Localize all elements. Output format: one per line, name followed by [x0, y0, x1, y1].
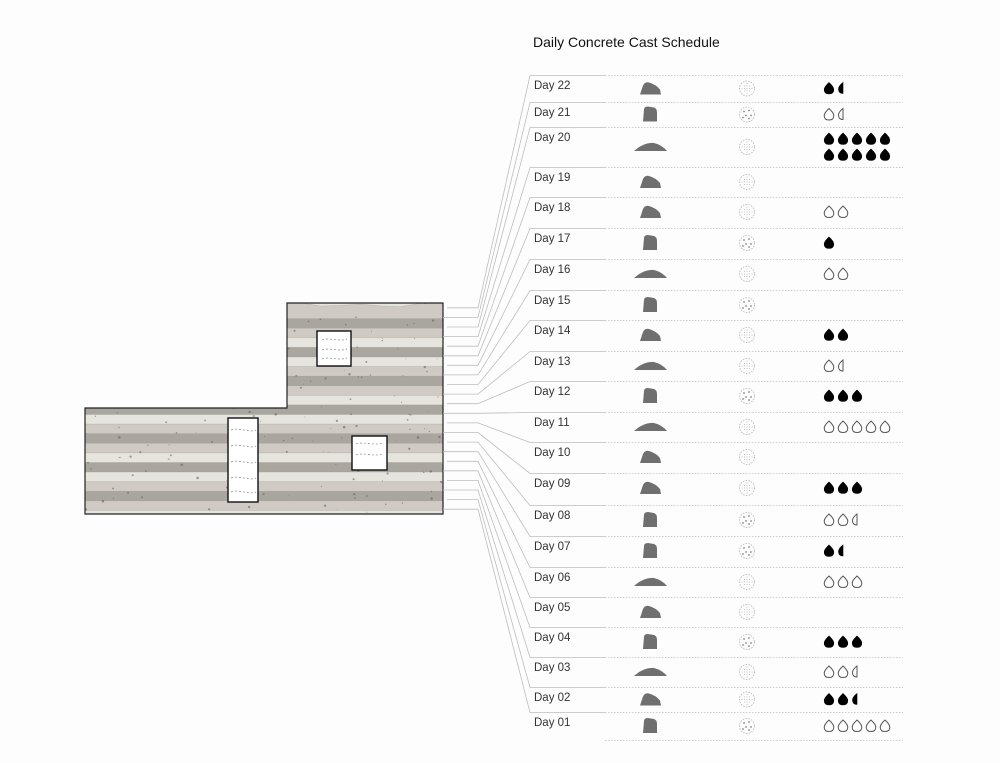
cast-profile-icon	[634, 423, 667, 431]
cast-profile-icon	[640, 176, 661, 188]
water-drop-filled-icon	[838, 636, 848, 648]
water-drop-filled-icon	[853, 694, 858, 705]
day-label: Day 14	[534, 325, 571, 337]
coarse-aggregate-icon	[740, 513, 755, 528]
leader-line	[443, 433, 605, 474]
water-content-icons	[824, 360, 843, 372]
water-drop-filled-icon	[838, 133, 848, 145]
water-drop-filled-icon	[852, 390, 862, 402]
water-drop-outline-icon	[838, 720, 848, 732]
cast-profile-icon	[643, 388, 657, 403]
schedule-row	[534, 198, 903, 220]
water-drop-outline-icon	[824, 268, 834, 280]
water-drop-outline-icon	[853, 666, 858, 677]
water-drop-filled-icon	[824, 482, 834, 494]
window-opening-upper	[317, 331, 351, 366]
water-drop-filled-icon	[824, 83, 834, 95]
leader-line	[447, 461, 605, 567]
water-content-icons	[824, 720, 890, 732]
fine-aggregate-icon	[740, 140, 755, 155]
coarse-aggregate-icon	[740, 107, 755, 122]
water-drop-outline-icon	[839, 109, 844, 120]
cast-profile-icon	[640, 206, 661, 218]
fine-aggregate-icon	[740, 575, 755, 590]
pour-layer	[80, 299, 450, 319]
water-drop-filled-icon	[852, 133, 862, 145]
coarse-aggregate-icon	[740, 635, 755, 650]
day-label: Day 19	[534, 172, 571, 184]
water-content-icons	[824, 83, 843, 95]
leader-line	[443, 291, 605, 375]
water-content-icons	[824, 666, 857, 678]
water-drop-outline-icon	[838, 268, 848, 280]
water-drop-outline-icon	[824, 666, 834, 678]
water-drop-outline-icon	[838, 576, 848, 588]
water-content-icons	[824, 514, 857, 526]
cast-profile-icon	[634, 668, 667, 676]
rammed-concrete-wall-elevation	[80, 298, 450, 520]
day-label: Day 09	[534, 478, 571, 490]
water-drop-filled-icon	[838, 149, 848, 161]
window-opening-lower	[352, 436, 387, 470]
schedule-row	[534, 382, 903, 404]
water-drop-outline-icon	[866, 421, 876, 433]
water-content-icons	[824, 109, 843, 121]
coarse-aggregate-icon	[740, 236, 755, 251]
day-label: Day 10	[534, 447, 571, 459]
fine-aggregate-icon	[740, 481, 755, 496]
cast-profile-icon	[634, 578, 667, 586]
schedule-row	[534, 568, 903, 590]
coarse-aggregate-icon	[740, 298, 755, 313]
water-content-icons	[824, 576, 862, 588]
water-drop-filled-icon	[880, 133, 890, 145]
fine-aggregate-icon	[740, 665, 755, 680]
day-label: Day 08	[534, 510, 571, 522]
schedule-row	[534, 413, 903, 435]
schedule-row	[534, 260, 903, 282]
cast-profile-icon	[634, 143, 667, 151]
fine-aggregate-icon	[740, 175, 755, 190]
cast-profile-icon	[640, 82, 661, 94]
coarse-aggregate-icon	[740, 719, 755, 734]
water-content-icons	[824, 421, 890, 433]
schedule-row	[534, 229, 903, 251]
concrete-pour-layers	[80, 298, 450, 520]
schedule-row	[534, 128, 903, 161]
coarse-aggregate-icon	[740, 389, 755, 404]
day-label: Day 13	[534, 356, 571, 368]
leader-line	[447, 76, 605, 308]
water-drop-outline-icon	[880, 421, 890, 433]
water-drop-filled-icon	[852, 149, 862, 161]
leader-line	[443, 452, 605, 537]
leader-line	[443, 168, 605, 337]
day-label: Day 22	[534, 80, 571, 92]
water-drop-filled-icon	[852, 636, 862, 648]
fine-aggregate-icon	[740, 450, 755, 465]
water-drop-filled-icon	[866, 149, 876, 161]
water-drop-filled-icon	[852, 482, 862, 494]
cast-profile-icon	[643, 235, 657, 250]
leader-line	[443, 103, 605, 318]
fine-aggregate-icon	[740, 328, 755, 343]
water-drop-filled-icon	[838, 329, 848, 341]
schedule-row	[534, 713, 903, 734]
water-content-icons	[824, 545, 843, 557]
cast-profile-icon	[643, 718, 657, 733]
water-content-icons	[824, 636, 862, 648]
water-drop-filled-icon	[824, 133, 834, 145]
schedule-row	[534, 628, 903, 650]
cast-profile-icon	[643, 634, 657, 649]
water-content-icons	[824, 133, 890, 161]
water-drop-outline-icon	[880, 720, 890, 732]
day-label: Day 04	[534, 632, 571, 644]
water-drop-outline-icon	[838, 514, 848, 526]
schedule-row	[534, 443, 903, 465]
water-drop-filled-icon	[824, 149, 834, 161]
water-drop-filled-icon	[824, 390, 834, 402]
day-label: Day 15	[534, 295, 571, 307]
leader-line	[443, 352, 605, 395]
cast-profile-icon	[634, 270, 667, 278]
schedule-row	[534, 474, 903, 496]
cast-profile-icon	[640, 482, 661, 494]
schedule-row	[534, 321, 903, 343]
leader-line	[447, 500, 605, 688]
fine-aggregate-icon	[740, 605, 755, 620]
leader-line	[447, 480, 605, 627]
schedule-row	[534, 76, 903, 97]
water-drop-outline-icon	[853, 514, 858, 525]
water-drop-outline-icon	[824, 421, 834, 433]
water-drop-outline-icon	[824, 360, 834, 372]
leader-line	[443, 490, 605, 658]
water-content-icons	[824, 329, 848, 341]
water-drop-outline-icon	[852, 576, 862, 588]
water-drop-filled-icon	[839, 545, 844, 556]
door-opening	[228, 418, 258, 502]
water-drop-filled-icon	[838, 694, 848, 706]
schedule-row	[534, 168, 903, 190]
water-drop-outline-icon	[839, 360, 844, 371]
day-label: Day 18	[534, 202, 571, 214]
water-drop-outline-icon	[824, 576, 834, 588]
water-content-icons	[824, 482, 862, 494]
fine-aggregate-icon	[740, 359, 755, 374]
water-drop-outline-icon	[852, 720, 862, 732]
water-content-icons	[824, 237, 834, 249]
cast-profile-icon	[640, 693, 661, 705]
day-label: Day 12	[534, 386, 571, 398]
water-content-icons	[824, 206, 848, 218]
cast-profile-icon	[640, 606, 661, 618]
water-drop-outline-icon	[866, 720, 876, 732]
leader-lines	[443, 76, 605, 713]
schedule-row	[534, 688, 903, 708]
fine-aggregate-icon	[740, 81, 755, 96]
cast-profile-icon	[634, 362, 667, 370]
fine-aggregate-icon	[740, 420, 755, 435]
day-label: Day 06	[534, 572, 571, 584]
schedule-row	[534, 598, 903, 620]
schedule-row	[534, 658, 903, 680]
water-drop-filled-icon	[824, 329, 834, 341]
leader-line	[447, 198, 605, 347]
cast-profile-icon	[640, 329, 661, 341]
water-drop-outline-icon	[838, 666, 848, 678]
coarse-aggregate-icon	[740, 544, 755, 559]
day-label: Day 16	[534, 264, 571, 276]
water-drop-outline-icon	[824, 206, 834, 218]
diagram-title: Daily Concrete Cast Schedule	[533, 34, 720, 50]
day-label: Day 01	[534, 717, 571, 729]
water-drop-filled-icon	[824, 545, 834, 557]
cast-profile-icon	[643, 297, 657, 312]
water-drop-filled-icon	[824, 694, 834, 706]
water-drop-filled-icon	[839, 83, 844, 94]
day-label: Day 05	[534, 602, 571, 614]
fine-aggregate-icon	[740, 205, 755, 220]
cast-profile-icon	[640, 451, 661, 463]
cast-profile-icon	[643, 512, 657, 527]
schedule-rows	[534, 76, 903, 741]
water-drop-filled-icon	[838, 390, 848, 402]
water-drop-filled-icon	[880, 149, 890, 161]
water-content-icons	[824, 268, 848, 280]
water-drop-outline-icon	[824, 514, 834, 526]
water-drop-filled-icon	[824, 237, 834, 249]
leader-line	[443, 413, 605, 414]
schedule-row	[534, 352, 903, 374]
day-label: Day 07	[534, 541, 571, 553]
day-label: Day 21	[534, 107, 571, 119]
water-drop-outline-icon	[824, 109, 834, 121]
water-drop-outline-icon	[824, 720, 834, 732]
water-content-icons	[824, 390, 862, 402]
fine-aggregate-icon	[740, 267, 755, 282]
fine-aggregate-icon	[740, 692, 755, 707]
schedule-row	[534, 537, 903, 559]
schedule-row	[534, 506, 903, 528]
water-drop-filled-icon	[866, 133, 876, 145]
day-label: Day 03	[534, 662, 571, 674]
schedule-row	[534, 291, 903, 313]
cast-profile-icon	[643, 543, 657, 558]
water-drop-filled-icon	[824, 636, 834, 648]
water-drop-outline-icon	[838, 206, 848, 218]
day-label: Day 11	[534, 417, 570, 429]
day-label: Day 20	[534, 132, 571, 144]
day-label: Day 02	[534, 692, 571, 704]
day-label: Day 17	[534, 233, 571, 245]
water-content-icons	[824, 694, 857, 706]
cast-profile-icon	[643, 107, 657, 122]
water-drop-outline-icon	[838, 421, 848, 433]
water-drop-filled-icon	[838, 482, 848, 494]
leader-line	[447, 260, 605, 366]
water-drop-outline-icon	[852, 421, 862, 433]
schedule-row	[534, 103, 903, 123]
